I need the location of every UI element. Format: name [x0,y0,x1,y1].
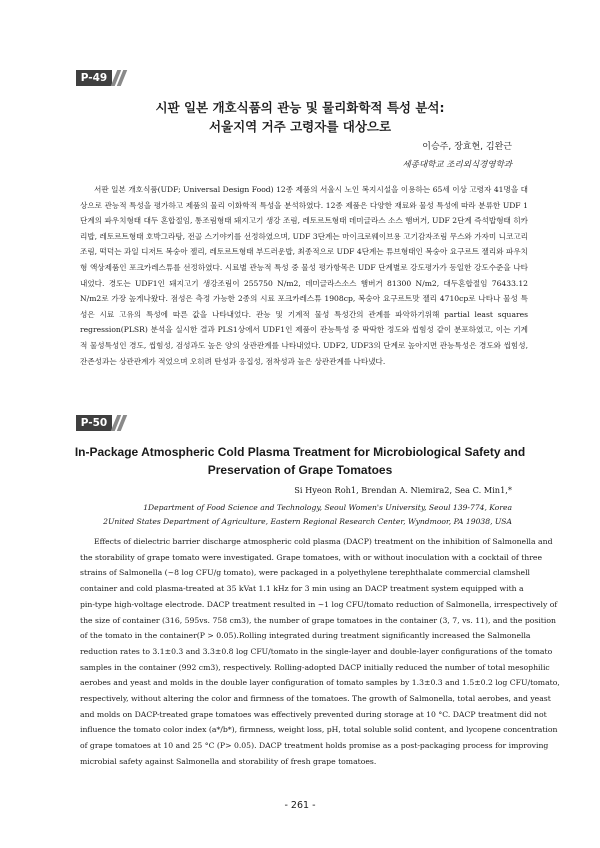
abstract-line: influence the tomato color index (a*/b*), firmness, weight loss, pH, total soluble solid content, and lycopene concentration [80,725,558,735]
title-line-2: 서울지역 거주 고령자를 대상으로 [208,119,392,134]
abstract-line: of grape tomatoes at 10 and 25 °C (P> 0.05). DACP treatment holds promise as a post-packaging process for improving [80,741,549,751]
affiliation-2: 2United States Department of Agriculture, Eastern Regional Research Center, Wyndmoor, PA 19038, USA [103,517,512,526]
authors-english: Si Hyeon Roh1, Brendan A. Niemira2, Sea C. Min1,* [294,485,512,495]
abstract-line: of the tomato in the container(P > 0.05).Rolling integrated during treatment significantly increased the Salmonella [80,631,531,641]
authors-korean: 이승주, 장효현, 김완근 [422,142,512,152]
abstract-line: respectively, without altering the color and firmness of the tomatoes. The growth of Salmonella, total aerobes, and yeast [80,694,551,704]
abstract-line: the size of container (316, 595vs. 758 cm3), the number of grape tomatoes in the container (3, 7, vs. 11), and the position [80,615,556,625]
title-line-2: Preservation of Grape Tomatoes [207,463,393,477]
title-line-1: 시판 일본 개호식품의 관능 및 물리화학적 특성 분석: [155,100,445,115]
abstract-english [80,534,560,770]
abstract-number-badge [76,415,122,431]
affiliation-korean: 세종대학교 조리외식경영학과 [402,160,512,170]
abstract-line: samples in the container (992 cm3), respectively. Rolling-adopted DACP initially reduced the number of total mesophilic [80,662,550,672]
abstract-line: Effects of dielectric barrier discharge atmospheric cold plasma (DACP) treatment on the inhibition of Salmonella and [94,537,553,546]
title-line-1: In-Package Atmospheric Cold Plasma Treatment for Microbiological Safety and [74,445,526,459]
abstract-line: strains of Salmonella (~8 log CFU/g tomato), were packaged in a polyethylene terephthalate commercial clamshell [80,568,531,578]
abstract-line: reduction rates to 3.1±0.3 and 3.3±0.8 log CFU/tomato in the single-layer and double-layer configurations of the tomato [80,646,553,656]
paper-title-english [60,443,540,479]
abstract-korean: 서판 일본 개호식품(UDF; Universal Design Food) 12종 제품의 서울시 노인 복지시설을 이용하는 65세 이상 고령자 41명을 대상으로 관능적 특성을 평가하고 제품의 물리 이화학적 특성을 분석하였다. 12종 제품은 다양한 재료와 물성 특성에 따라 분류한 UDF 1단계의 파우치형태 대두 혼합절임, 통조림형태 돼지고기 생강 조림, 레토르트형태 데미글라스 소스 햄버거, UDF 2단계 즉석밥형태 히카리밥, 레토르트형태 호박그라탕, 전골 스기야키를 선정하였으며, UDF 3단계는 마이크로웨이브용 고기감자조림 무스와 가자미 니코고리조림, 떡덕는 과일 디저트 복숭아 젤리, 레토르트형태 부드러운밥, 최종적으로 UDF 4단계는 튜브형태인 복숭아 요구르트 젤리와 파우치형 액상제품인 포크카레스튜를 선정하였다. 시료별 관능적 특성 중 물성 평가항목은 UDF 단계별로 강도평가가 동일한 강도수준을 나타내었다. 경도는 UDF1인 돼지고기 생강조림이 255750 N/m2, 데미글라스소스 햄버거 81300 N/m2, 대두혼합절임 76433.12 N/m2로 가장 높게나왔다. 점성은 측정 가능한 2종의 시료 포크카레스튜 1908cp, 복숭아 요구르트맛 젤리 4710cp로 나타나 물성 특성은 시료 고유의 특성에 따른 값을 나타내었다. 관능 및 기계적 물성 특성간의 관계를 파악하기위해 partial least squares regression(PLSR) 분석을 실시한 결과 PLS1상에서 UDF1인 제품이 관능특성 중 딱딱한 정도와 씹힘성 같이 분포하였고, 이는 기계적 물성특성인 경도, 씹힘성, 검성과도 높은 양의 상관관계를 나타내었다. UDF2, UDF3의 단계로 높아지면 관능특성은 경도와 씹힘성, 잔존성과는 상관관계가 적었으며 오히려 탄성과 응집성, 점착성과 높은 상관관계를 나타냈다. [80,185,528,366]
abstract-number-badge [76,70,122,86]
page-number: - 261 - [284,800,316,811]
affiliation-1: 1Department of Food Science and Technology, Seoul Women's University, Seoul 139-774, Korea [143,503,512,512]
abstract-line: and molds on DACP-treated grape tomatoes was effectively prevented during storage at 10 °C. DACP treatment did not [80,709,547,719]
badge-label: P-49 [80,72,108,84]
abstract-line: the storability of grape tomato were investigated. Grape tomatoes, with or without inoculation with a cocktail of three [80,552,543,562]
paper-title-korean [60,98,540,136]
badge-label: P-50 [80,417,108,429]
abstract-line: pin-type high-voltage electrode. DACP treatment resulted in ~1 log CFU/tomato reduction of Salmonella, irrespectively of [80,599,558,609]
abstract-line: aerobes and yeast and molds in the double layer configuration of tomato samples by 1.3±0.3 and 1.5±0.2 log CFU/tomato, [80,678,560,688]
abstract-line: microbial safety against Salmonella and storability of fresh grape tomatoes. [80,756,377,766]
abstract-line: container and cold plasma-treated at 35 kVat 1.1 kHz for 3 min using an DACP treatment system equipped with a [80,584,524,594]
